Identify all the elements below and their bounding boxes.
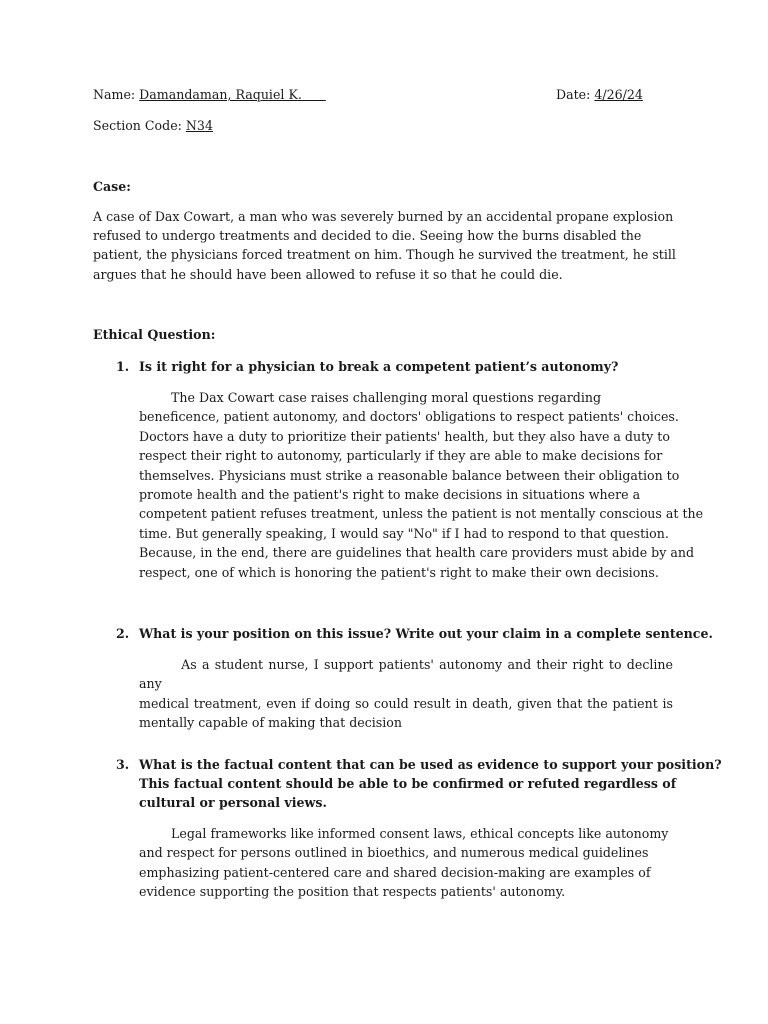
- answer-line: beneficence, patient autonomy, and doctors' obligations to respect patients' choices.: [139, 409, 679, 425]
- case-line: refused to undergo treatments and decided to die. Seeing how the burns disabled the: [93, 228, 642, 244]
- question-2-answer: [139, 655, 678, 733]
- name-label: Name:: [93, 87, 140, 102]
- answer-line: Doctors have a duty to prioritize their patients' health, but they also have a duty to: [139, 428, 670, 444]
- answer-line: Because, in the end, there are guidelines that health care providers must abide by and: [139, 545, 695, 561]
- answer-line: themselves. Physicians must strike a reasonable balance between their obligation to: [139, 467, 680, 483]
- case-paragraph: [93, 207, 676, 284]
- section-code-label: Section Code:: [93, 118, 186, 133]
- question-1-number: 1.: [116, 359, 130, 374]
- answer-line: mentally capable of making that decision: [139, 715, 402, 731]
- question-3-answer: [139, 824, 673, 902]
- answer-line: As a student nurse, I support patients' autonomy and their right to decline any: [139, 657, 678, 692]
- answer-line: Legal frameworks like informed consent laws, ethical concepts like autonomy: [139, 826, 669, 841]
- answer-line: and respect for persons outlined in bioethics, and numerous medical guidelines: [139, 845, 649, 861]
- question-3-text-line: What is the factual content that can be used as evidence to support your position?: [139, 757, 722, 772]
- date-label: Date:: [556, 87, 595, 102]
- question-2-text: What is your position on this issue? Write out your claim in a complete sentence.: [139, 626, 713, 641]
- answer-line: The Dax Cowart case raises challenging moral questions regarding: [139, 390, 602, 405]
- question-2-number: 2.: [116, 626, 130, 641]
- ethical-question-heading: Ethical Question:: [93, 327, 216, 342]
- answer-line: respect, one of which is honoring the patient's right to make their own decisions.: [139, 564, 659, 580]
- case-line: argues that he should have been allowed to refuse it so that he could die.: [93, 266, 563, 282]
- answer-line: competent patient refuses treatment, unless the patient is not mentally conscious at the: [139, 506, 704, 522]
- question-3-text-line: This factual content should be able to be confirmed or refuted regardless of: [139, 776, 677, 791]
- date-row: [556, 85, 643, 104]
- answer-line: evidence supporting the position that respects patients' autonomy.: [139, 884, 566, 900]
- question-1-text: Is it right for a physician to break a competent patient’s autonomy?: [139, 359, 619, 374]
- case-line: A case of Dax Cowart, a man who was severely burned by an accidental propane explosion: [93, 209, 674, 224]
- question-3-number: 3.: [116, 757, 130, 772]
- section-code-value: N34: [185, 118, 213, 133]
- name-row: [93, 85, 326, 104]
- answer-line: promote health and the patient's right to make decisions in situations where a: [139, 487, 641, 503]
- answer-line: respect their right to autonomy, particularly if they are able to make decisions for: [139, 448, 663, 464]
- question-1-answer: [139, 388, 704, 582]
- case-line: patient, the physicians forced treatment on him. Though he survived the treatment, he still: [93, 247, 676, 263]
- answer-line: emphasizing patient-centered care and shared decision-making are examples of: [139, 864, 651, 880]
- answer-line: medical treatment, even if doing so could result in death, given that the patient is: [139, 695, 673, 711]
- name-value: Damandaman, Raquiel K.: [139, 87, 326, 102]
- question-3-text-line: cultural or personal views.: [139, 795, 327, 810]
- section-code-row: [93, 116, 213, 135]
- answer-line: time. But generally speaking, I would say "No" if I had to respond to that question.: [139, 525, 669, 541]
- date-value: 4/26/24: [594, 87, 643, 102]
- case-heading: Case:: [93, 179, 131, 194]
